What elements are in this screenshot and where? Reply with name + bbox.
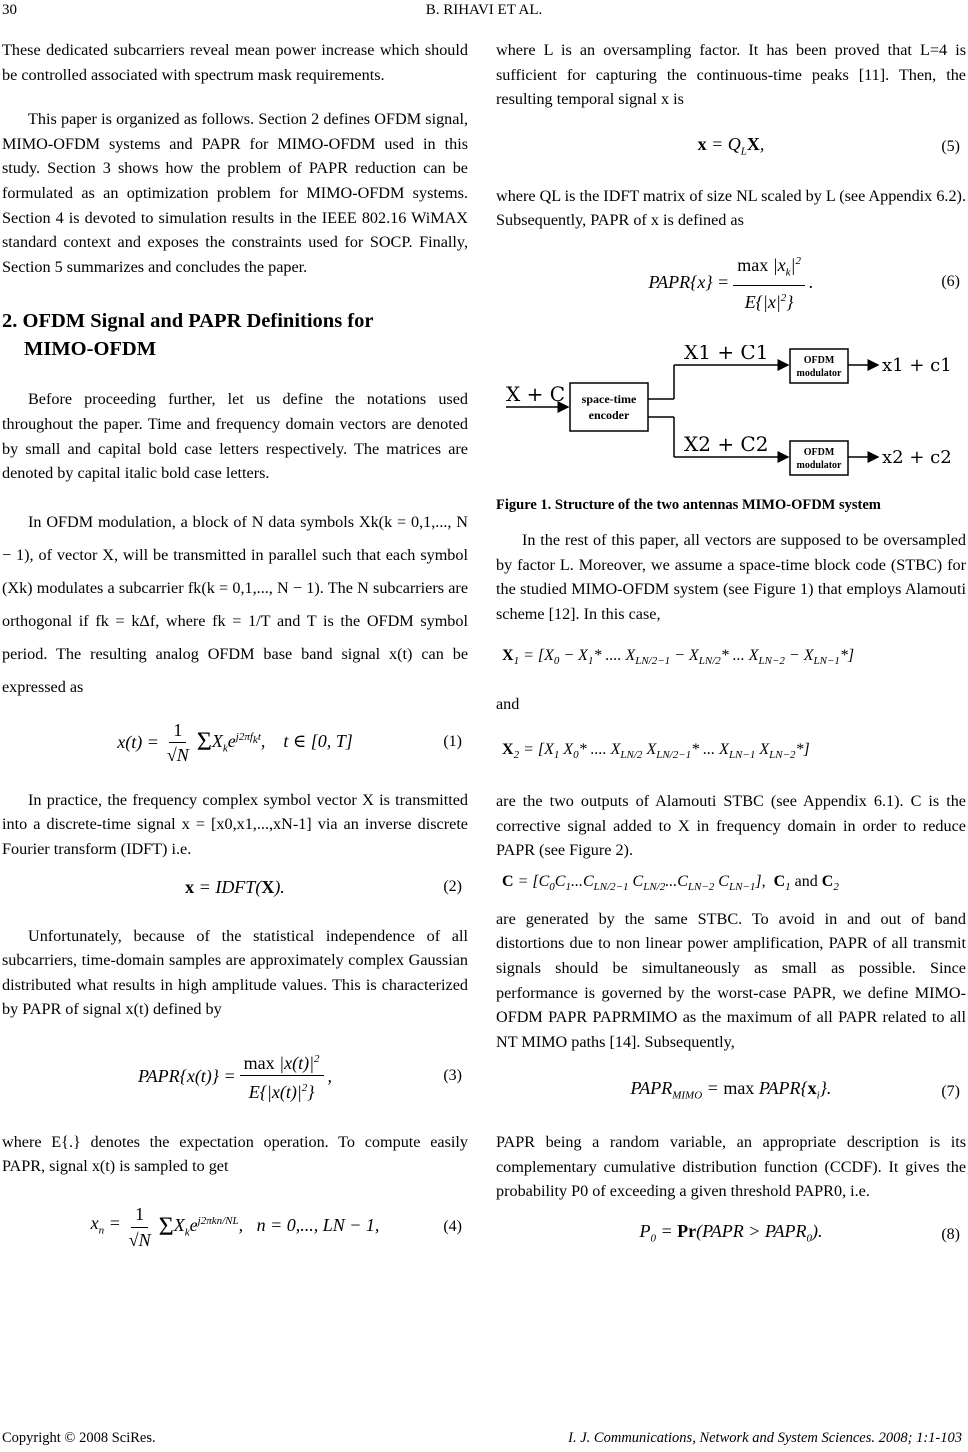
paragraph: PAPR being a random variable, an appropriate description is its complementary cumulative distribution function (CCDF). It gives the probability P0 of exceeding a given threshold PAPR0, i.e. bbox=[496, 1133, 966, 1201]
section-heading bbox=[2, 307, 468, 363]
equation-x2: $X_2 = [X_1$ $X_0*$ .... $X_{LN/2}$ $X_{LN/2-1}*$ ... $X_{LN-1}$ $X_{LN-2}*$] bbox=[502, 741, 810, 762]
equation-number: (5) bbox=[941, 138, 960, 156]
copyright-text: Copyright © 2008 SciRes. bbox=[2, 1430, 156, 1446]
encoder-label: space-time bbox=[581, 391, 637, 406]
heading-line: 2. OFDM Signal and PAPR Definitions for bbox=[2, 310, 374, 333]
equation-c: $C = [C_0C_1...C_{LN/2-1}$ $C_{LN/2}...C_{LN-2}$ $C_{LN-1}$], $C_1$ and $C_2$ bbox=[502, 872, 839, 894]
modulator-label: modulator bbox=[796, 459, 842, 471]
paragraph: where QL is the IDFT matrix of size NL scaled by L (see Appendix 6.2). Subsequently, PAPR of x is defined as bbox=[496, 186, 966, 230]
equation-number: (7) bbox=[941, 1082, 960, 1100]
branch2-input-label: X2 + C2 bbox=[684, 431, 769, 456]
equation-x1: $X_1 = [X_0 - X_1*$ .... $X_{LN/2-1} - X_{LN/2}*$ ... $X_{LN-2} - X_{LN-1}*$] bbox=[502, 647, 855, 668]
right-column bbox=[496, 38, 966, 1266]
modulator-label: OFDM bbox=[803, 446, 835, 458]
modulator-label: OFDM bbox=[803, 354, 835, 366]
paragraph: In practice, the frequency complex symbol vector X is transmitted into a discrete-time signal x = [x0,x1,...,xN-1] via an inverse discrete Fourier transform (IDFT) i.e. bbox=[2, 790, 468, 858]
equation-number: (3) bbox=[443, 1066, 462, 1084]
encoder-box bbox=[570, 383, 648, 431]
paragraph: Before proceeding further, let us define the notations used throughout the paper. Time and frequency domain vectors are denoted by small and capital bold case letters respectively. The matrices are denoted by capital italic bold case letters. bbox=[2, 390, 468, 483]
equation-8: $P_0$ = Pr(PAPR > $PAPR_0$). (8) bbox=[496, 1204, 966, 1266]
modulator-label: modulator bbox=[796, 367, 842, 379]
running-title: B. RIHAVI ET AL. bbox=[425, 2, 543, 18]
paragraph: Unfortunately, because of the statistical independence of all subcarriers, time-domain samples are approximately complex Gaussian distributed what results in high amplitude values. This is characterized by PAPR of signal x(t) defined by bbox=[2, 926, 468, 1019]
figure-caption: Figure 1. Structure of the two antennas MIMO-OFDM system bbox=[496, 496, 881, 513]
equation-7: $PAPR_{MIMO} = \max$ $PAPR\{x_i\}$. (7) bbox=[496, 1054, 966, 1130]
equation-1: x(t) = $\frac{1}{√N}$ Σ $X_ke^{j2\pi f_kt}$, t ∈ [0, T] (1) bbox=[117, 719, 462, 766]
equation-number: (2) bbox=[443, 878, 462, 896]
branch1-output-label: x1 + c1 bbox=[882, 354, 952, 376]
branch2-output-label: x2 + c2 bbox=[882, 446, 952, 468]
paragraph: are the two outputs of Alamouti STBC (see Appendix 6.1). C is the corrective signal added to X in frequency domain in order to reduce PAPR (see Figure 2). bbox=[496, 791, 966, 860]
equation-number: (4) bbox=[443, 1217, 462, 1235]
encoder-label: encoder bbox=[588, 407, 630, 422]
left-column bbox=[2, 38, 468, 1275]
paragraph: and bbox=[496, 695, 520, 714]
equation-number: (6) bbox=[941, 272, 960, 290]
page-header bbox=[0, 0, 968, 26]
paragraph: These dedicated subcarriers reveal mean power increase which should be controlled associated with spectrum mask requirements. bbox=[2, 41, 468, 84]
equation-6: PAPR{x} = $\frac{\max |x_k|^2}{E\{|x|^2\}}$ . (6) bbox=[496, 233, 966, 331]
paragraph: are generated by the same STBC. To avoid in and out of band distortions due to non linear power amplification, PAPR of all transmit signals should be simultaneously as small as possible. Since performance is governed by the worst-case PAPR, we define MIMO-OFDM PAPR PAPRMIMO as the maximum of all PAPR related to all NT MIMO paths [14]. Subsequently, bbox=[496, 909, 966, 1051]
equation-4: $x_n$ = $\frac{1}{√N}$ Σ $X_ke^{j2\pi kn/NL}$, n = 0,..., LN − 1, (4) bbox=[90, 1203, 462, 1250]
paragraph: where L is an oversampling factor. It has been proved that L=4 is sufficient for capturing the continuous-time peaks [11]. Then, the resulting temporal signal x is bbox=[496, 41, 966, 109]
equation-number: (1) bbox=[443, 733, 462, 751]
equation-2: x = IDFT(X). (2) bbox=[2, 862, 468, 914]
equation-3: PAPR{x(t)} = $\frac{\max |x(t)|^2}{E\{|x(t)|^2\}}$ , (3) bbox=[2, 1022, 468, 1130]
heading-line: MIMO-OFDM bbox=[24, 338, 157, 361]
equation-number: (8) bbox=[941, 1225, 960, 1243]
page-number: 30 bbox=[2, 2, 17, 18]
journal-citation: I. J. Communications, Network and System Sciences. 2008; 1:1-103 bbox=[568, 1430, 962, 1446]
paragraph: In OFDM modulation, a block of N data symbols Xk(k = 0,1,..., N − 1), of vector X, will be transmitted in parallel such that each symbol (Xk) modulates a subcarrier fk(k = 0,1,..., N − 1). The N subcarriers are orthogonal if fk = kΔf, where fk = 1/T and T is the OFDM symbol period. The resulting analog OFDM base band signal x(t) can be expressed as bbox=[2, 512, 468, 696]
equation-5: $x = Q_LX$, (5) bbox=[496, 112, 966, 184]
branch1-input-label: X1 + C1 bbox=[684, 344, 769, 364]
figure-1-diagram bbox=[496, 345, 966, 485]
paragraph: This paper is organized as follows. Section 2 defines OFDM signal, MIMO-OFDM systems and PAPR for MIMO-OFDM used in this study. Section 3 shows how the problem of PAPR reduction can be formulated as an optimization problem for MIMO-OFDM systems. Section 4 is devoted to simulation results in the IEEE 802.16 WiMAX standard context and exposes the constraints used for SOCP. Finally, Section 5 summarizes and concludes the paper. bbox=[2, 110, 468, 276]
paragraph: In the rest of this paper, all vectors are supposed to be oversampled by factor L. Moreover, we assume a space-time block code (STBC) for the studied MIMO-OFDM system (see Figure 1) that employs Alamouti scheme [12]. In this case, bbox=[496, 530, 966, 623]
input-label: X + C bbox=[506, 381, 566, 406]
paragraph: where E{.} denotes the expectation operation. To compute easily PAPR, signal x(t) is sampled to get bbox=[2, 1132, 468, 1176]
mimo-ofdm-diagram bbox=[496, 345, 966, 485]
